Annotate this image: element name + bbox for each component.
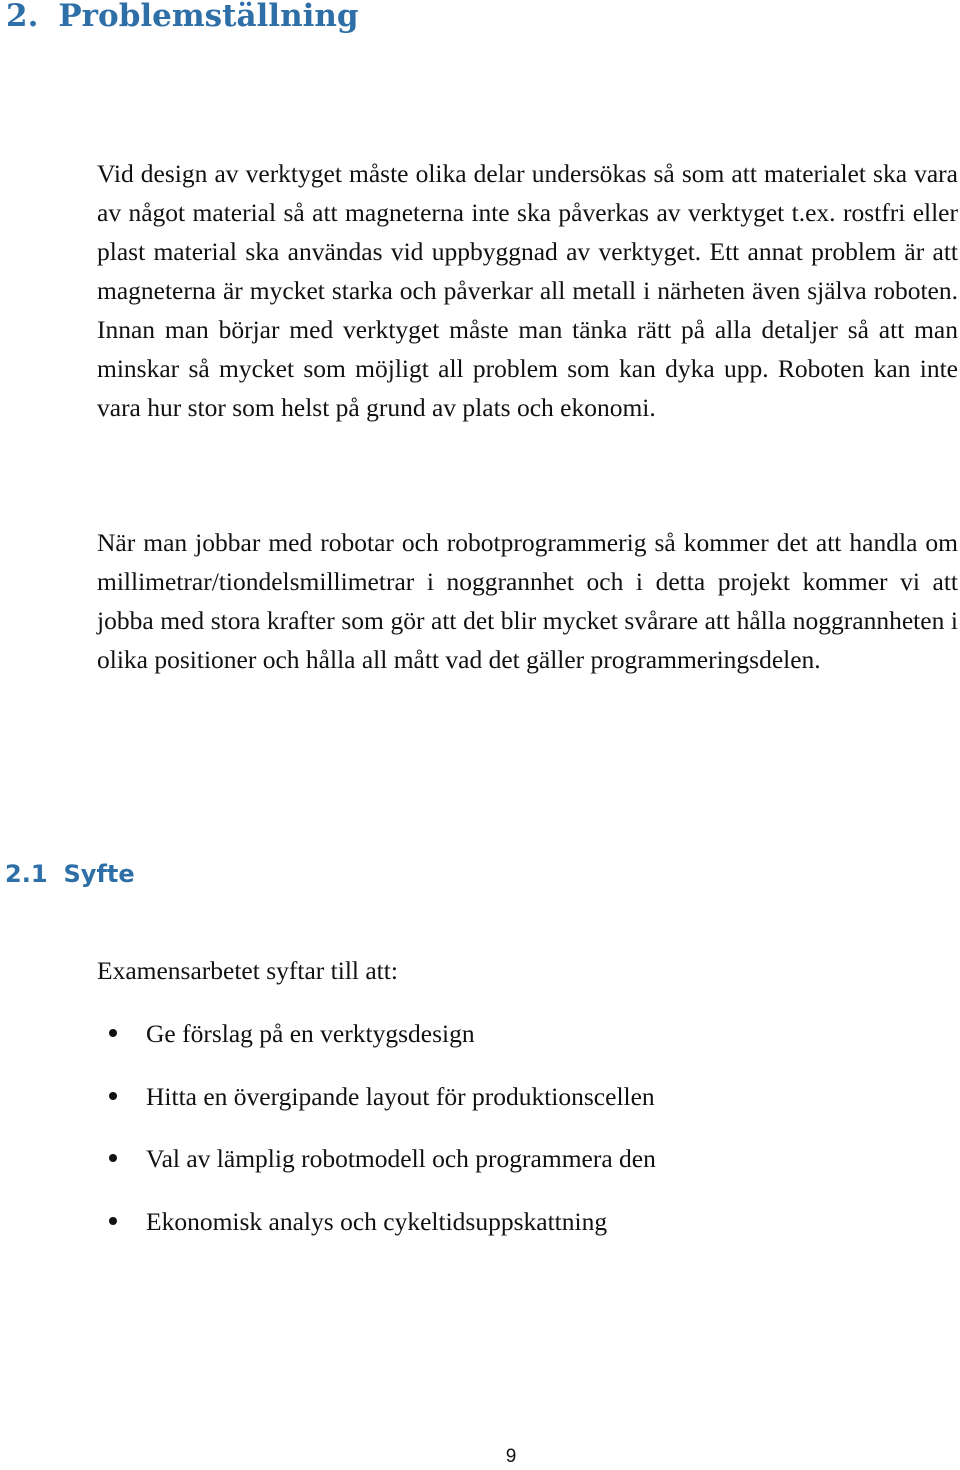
section-title: Problemställning bbox=[58, 0, 359, 34]
bullet-icon bbox=[109, 1154, 117, 1162]
subsection-heading bbox=[5, 854, 135, 894]
list-item bbox=[97, 1077, 656, 1140]
list-item-text: Val av lämplig robotmodell och programmera den bbox=[146, 1144, 656, 1173]
list-item bbox=[97, 1014, 656, 1077]
list-item-text: Hitta en övergipande layout för produktionscellen bbox=[146, 1081, 655, 1111]
body-paragraph-2: När man jobbar med robotar och robotprogrammerig så kommer det att handla om millimetrar/tiondelsmillimetrar i noggrannhet och i detta projekt kommer vi att jobba med stora krafter som gör att det blir mycket svårare att hålla noggrannheten i olika positioner och hålla all mått vad det gäller programmeringsdelen. bbox=[97, 528, 958, 674]
bullet-icon bbox=[109, 1092, 117, 1100]
bullet-icon bbox=[109, 1029, 117, 1037]
list-item bbox=[97, 1202, 656, 1265]
purpose-list bbox=[97, 1014, 656, 1264]
body-paragraph-1: Vid design av verktyget måste olika delar undersökas så som att materialet ska vara av något material så att magneterna inte ska påverkas av verktyget t.ex. rostfri eller plast material ska användas vid uppbyggnad av verktyget. Ett annat problem är att magneterna är mycket starka och påverkar all metall i närheten även själva roboten. Innan man börjar med verktyget måste man tänka rätt på alla detaljer så att man minskar så mycket som möjligt all problem som kan dyka upp. Roboten kan inte vara hur stor som helst på grund av plats och ekonomi. bbox=[97, 159, 958, 422]
list-item-text: Ekonomisk analys och cykeltidsuppskattning bbox=[146, 1206, 608, 1236]
bullet-icon bbox=[109, 1217, 117, 1225]
page-number: 9 bbox=[505, 1446, 517, 1467]
section-heading bbox=[6, 0, 359, 38]
list-item-text: Ge förslag på en verktygsdesign bbox=[146, 1019, 475, 1048]
purpose-intro: Examensarbetet syftar till att: bbox=[97, 956, 398, 985]
list-item bbox=[97, 1139, 656, 1202]
section-number: 2. bbox=[6, 0, 39, 34]
subsection-number: 2.1 bbox=[5, 860, 48, 888]
subsection-title: Syfte bbox=[63, 860, 135, 888]
